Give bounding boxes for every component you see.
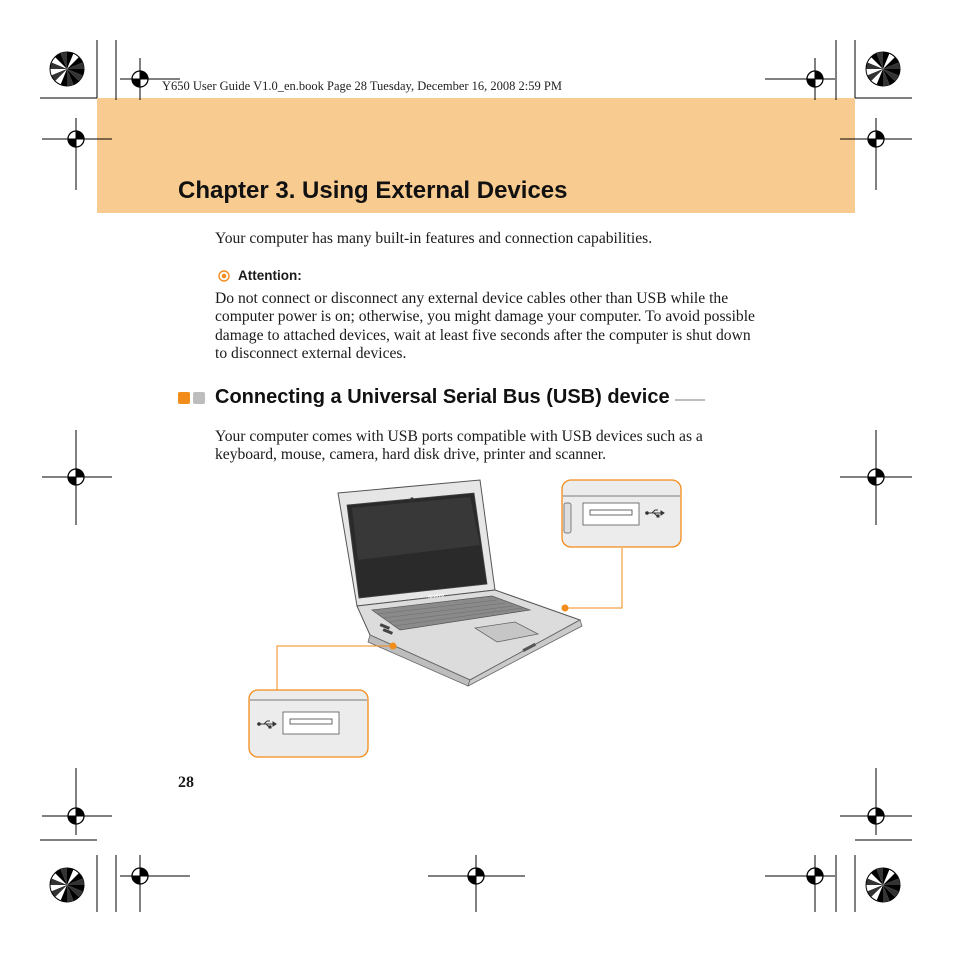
laptop-brand-label: lenovo <box>427 592 445 601</box>
left-port-marker <box>390 643 397 650</box>
intro-paragraph: Your computer has many built-in features and connection capabilities. <box>215 230 653 247</box>
chapter-title: Chapter 3. Using External Devices <box>178 177 568 204</box>
left-usb-callout <box>249 690 368 757</box>
attention-text: Do not connect or disconnect any external device cables other than USB while the computer power is on; otherwise, you might damage your computer. To avoid possible damage to attached devices, wait at least five seconds after the computer is shut down to disconnect external devices. <box>215 290 755 363</box>
laptop-image <box>338 480 582 686</box>
right-port-marker <box>562 605 569 612</box>
print-slug: Y650 User Guide V1.0_en.book Page 28 Tuesday, December 16, 2008 2:59 PM <box>162 79 562 93</box>
attention-label: Attention: <box>238 268 302 283</box>
page-number: 28 <box>178 774 194 791</box>
right-usb-callout <box>562 480 681 547</box>
section-title: Connecting a Universal Serial Bus (USB) device <box>215 386 670 408</box>
section-paragraph: Your computer comes with USB ports compatible with USB devices such as a keyboard, mouse, camera, hard disk drive, printer and scanner. <box>215 428 703 464</box>
